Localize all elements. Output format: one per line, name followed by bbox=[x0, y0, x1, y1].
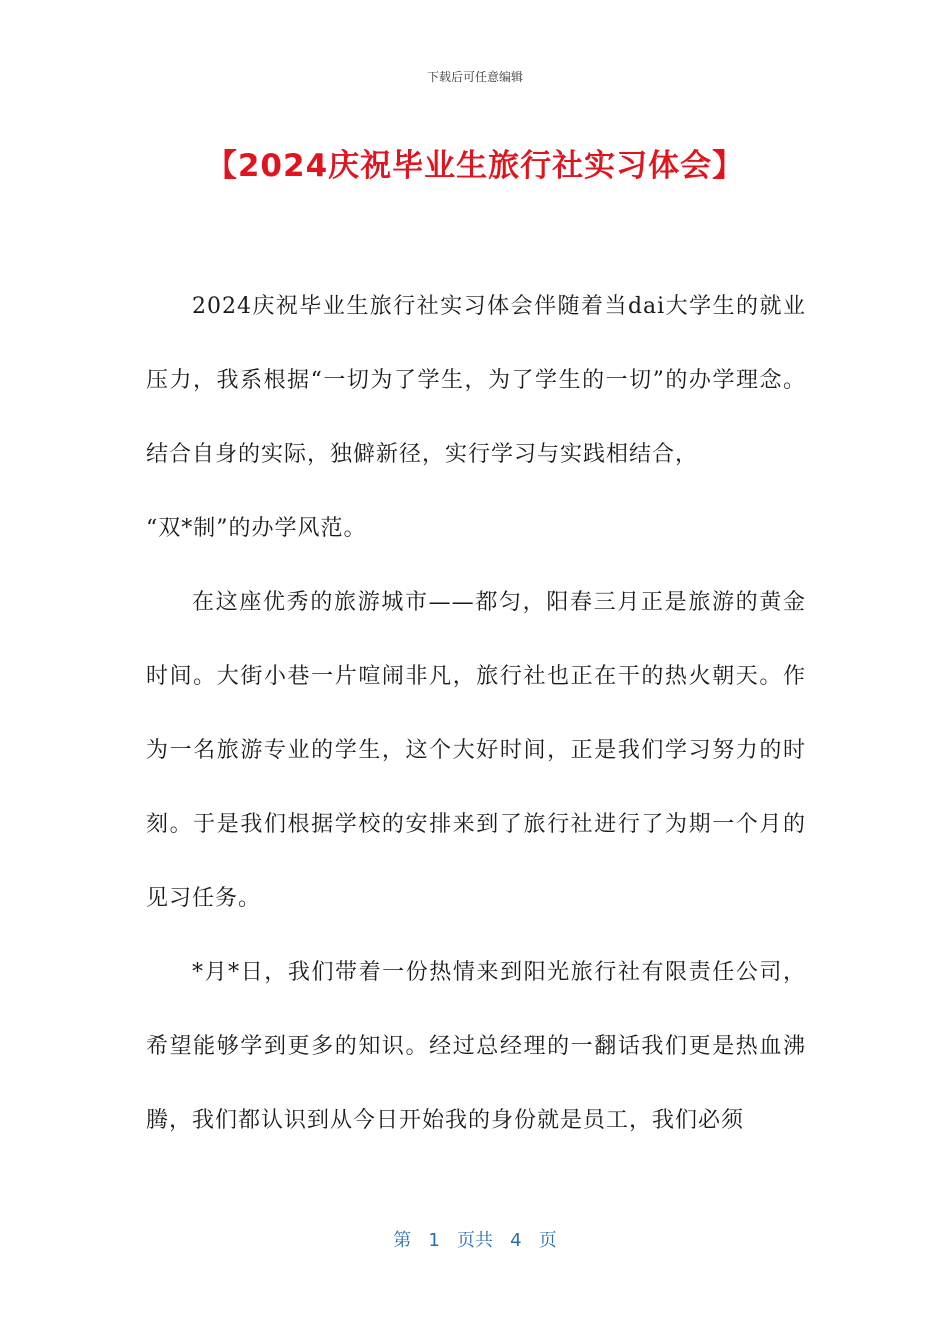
page-label-suffix: 页 bbox=[538, 1230, 557, 1251]
page-footer bbox=[0, 1226, 950, 1252]
current-page-number: 1 bbox=[428, 1230, 440, 1251]
total-pages-number: 4 bbox=[510, 1230, 522, 1251]
paragraph-2: “双*制”的办学风范。 bbox=[146, 516, 367, 541]
paragraph-4: *月*日，我们带着一份热情来到阳光旅行社有限责任公司，希望能够学到更多的知识。经过总经理的一翻话我们更是热血沸腾，我们都认识到从今日开始我的身份就是员工，我们必须 bbox=[146, 960, 806, 1133]
paragraph-1: 2024庆祝毕业生旅行社实习体会伴随着当dai大学生的就业压力，我系根据“一切为了学生，为了学生的一切”的办学理念。结合自身的实际，独僻新径，实行学习与实践相结合， bbox=[146, 294, 806, 467]
document-title: 【2024庆祝毕业生旅行社实习体会】 bbox=[205, 148, 745, 184]
header-note: 下载后可任意编辑 bbox=[426, 70, 523, 84]
document-body bbox=[146, 270, 806, 1158]
page-label-prefix: 第 bbox=[393, 1230, 412, 1251]
paragraph-3: 在这座优秀的旅游城市——都匀，阳春三月正是旅游的黄金时间。大街小巷一片喧闹非凡，旅行社也正在干的热火朝天。作为一名旅游专业的学生，这个大好时间，正是我们学习努力的时刻。于是我们根据学校的安排来到了旅行社进行了为期一个月的见习任务。 bbox=[146, 590, 806, 911]
page-label-mid: 页共 bbox=[457, 1230, 493, 1251]
